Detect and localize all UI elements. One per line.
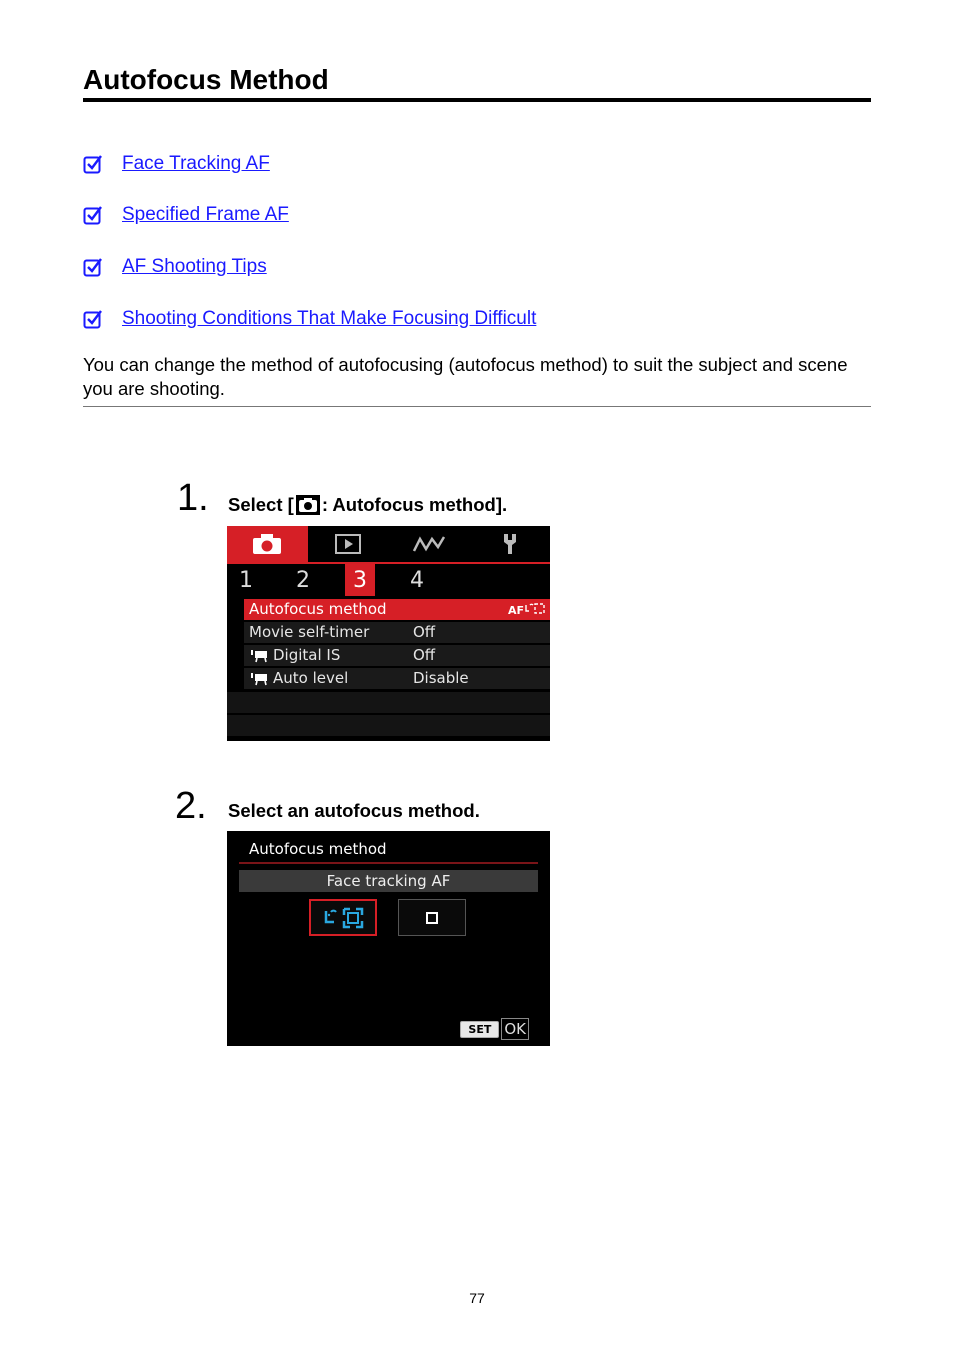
menu-item-value: Disable — [413, 669, 469, 687]
step-label-pre: Select [ — [228, 494, 294, 515]
header-underline — [239, 862, 538, 864]
toc-item-face-tracking[interactable] — [83, 151, 270, 177]
menu-item-auto-level[interactable] — [244, 668, 550, 689]
menu-item-movie-self-timer[interactable] — [244, 622, 550, 643]
tab-wireless[interactable] — [389, 526, 470, 562]
page-3[interactable]: 3 — [345, 564, 375, 596]
menu-item-label: Auto level — [273, 669, 349, 687]
menu-item-label: Movie self-timer — [249, 623, 370, 641]
playback-icon — [334, 533, 362, 555]
option-face-tracking[interactable] — [309, 899, 377, 936]
menu-item-label: Autofocus method — [249, 600, 387, 618]
set-button-label: SET — [460, 1021, 499, 1038]
ok-label: OK — [501, 1018, 529, 1040]
menu-item-autofocus-method[interactable] — [244, 599, 550, 620]
camera-icon — [252, 533, 282, 555]
page-4[interactable]: 4 — [410, 567, 424, 593]
checkbox-link-icon — [83, 257, 103, 277]
checkbox-link-icon — [83, 154, 103, 174]
toc-link[interactable]: AF Shooting Tips — [122, 256, 267, 277]
option-spot-af[interactable] — [398, 899, 466, 936]
page-2[interactable]: 2 — [296, 567, 310, 593]
movie-icon — [249, 672, 269, 686]
page-1[interactable]: 1 — [239, 567, 253, 593]
step-number: 2. — [175, 785, 207, 827]
camera-menu-screen — [227, 526, 550, 741]
movie-icon — [249, 649, 269, 663]
screen-header: Autofocus method — [249, 840, 387, 858]
toc-item-af-tips[interactable] — [83, 254, 267, 280]
step-label — [228, 493, 507, 517]
page-number: 77 — [469, 1290, 485, 1306]
toc-item-difficult-conditions[interactable] — [83, 306, 536, 332]
page-title: Autofocus Method — [83, 62, 871, 102]
wrench-icon — [498, 532, 522, 556]
menu-pages — [227, 564, 550, 596]
checkbox-link-icon — [83, 205, 103, 225]
menu-item-value: Off — [413, 623, 436, 641]
menu-empty-row — [227, 692, 550, 713]
wireless-icon — [412, 533, 446, 555]
toc-link[interactable]: Face Tracking AF — [122, 153, 270, 174]
autofocus-method-screen — [227, 831, 550, 1046]
checkbox-link-icon — [83, 309, 103, 329]
toc-link[interactable]: Specified Frame AF — [122, 204, 289, 225]
tab-shooting[interactable] — [227, 526, 308, 562]
intro-paragraph: You can change the method of autofocusing (autofocus method) to suit the subject and scene you are shooting. — [83, 353, 871, 407]
menu-empty-row — [227, 715, 550, 736]
toc-item-specified-frame[interactable] — [83, 202, 289, 228]
step-number: 1. — [177, 477, 209, 519]
tab-playback[interactable] — [308, 526, 389, 562]
svg-text:AF: AF — [508, 604, 525, 617]
menu-item-label: Digital IS — [273, 646, 341, 664]
menu-item-value: Off — [413, 646, 436, 664]
set-ok-button[interactable] — [460, 1018, 529, 1040]
face-tracking-icon — [322, 907, 364, 929]
spot-frame-icon — [425, 911, 439, 925]
menu-tabs — [227, 526, 550, 562]
menu-item-digital-is[interactable] — [244, 645, 550, 666]
toc-link[interactable]: Shooting Conditions That Make Focusing Difficult — [122, 308, 537, 329]
step-label: Select an autofocus method. — [228, 800, 480, 821]
current-method-label: Face tracking AF — [239, 870, 538, 892]
step-label-post: : Autofocus method]. — [321, 494, 508, 515]
camera-icon — [296, 495, 320, 515]
tab-setup[interactable] — [469, 526, 550, 562]
